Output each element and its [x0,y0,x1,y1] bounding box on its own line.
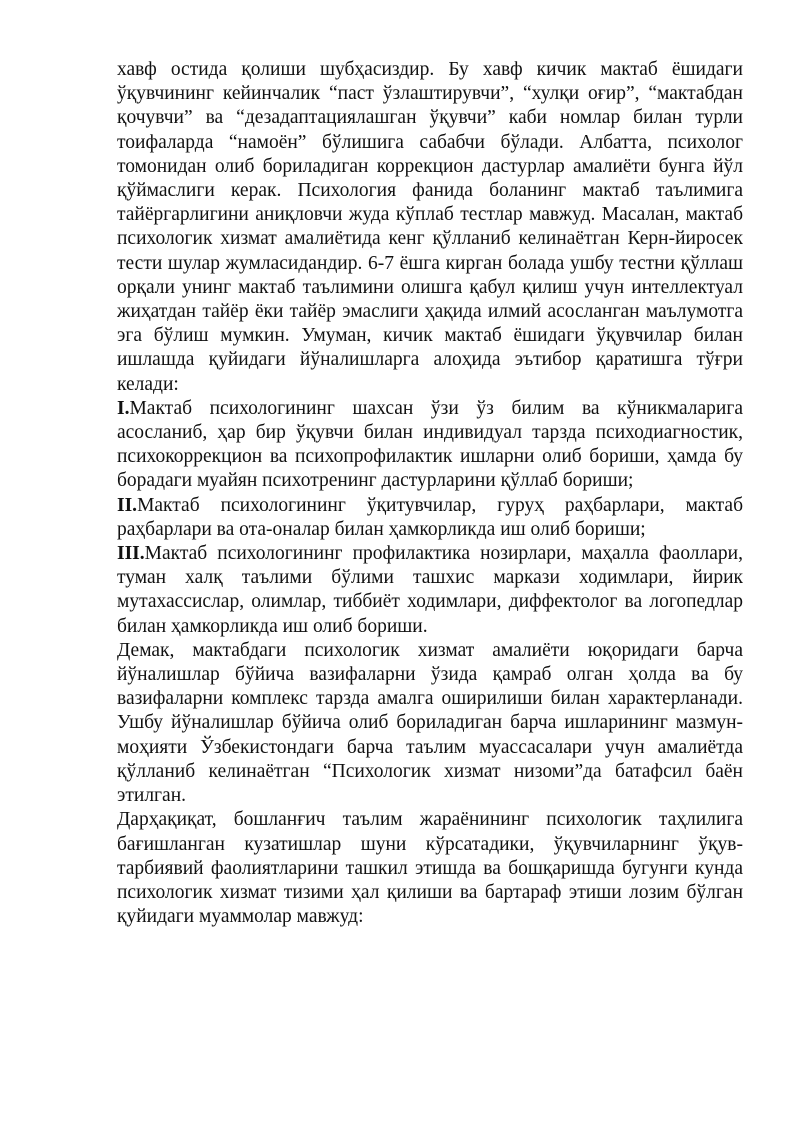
paragraph-text: Демак, мактабдаги психологик хизмат амалиёти юқоридаги барча йўналишлар бўйича вазифаларни ўзида қамраб олган ҳолда ва бу вазифаларни комплекс тарзда амалга оширилиши билан характерланади. Ушбу йўналишлар бўйича олиб бориладиган барча ишларининг мазмун-моҳияти Ўзбекистондаги барча таълим муассасалари учун амалиётда қўлланиб келинаётган “Психологик хизмат низоми”да батафсил баён этилган. [117,639,743,807]
document-page [117,58,743,929]
body-paragraph [117,808,743,929]
item-number: III. [117,543,145,565]
numbered-item [117,494,743,542]
numbered-item [117,542,743,639]
item-text: Мактаб психологининг профилактика нозирлари, маҳалла фаоллари, туман халқ таълими бўлими ташхис маркази ходимлари, йирик мутахассислар, олимлар, тиббиёт ходимлари, диффектолог ва логопедлар билан ҳамкорликда иш олиб бориши. [117,543,743,637]
item-text: Мактаб психологининг ўқитувчилар, гуруҳ раҳбарлари, мактаб раҳбарлари ва ота-оналар билан ҳамкорликда иш олиб бориши; [117,494,743,540]
item-text: Мактаб психологининг шахсан ўзи ўз билим ва кўникмаларига асосланиб, ҳар бир ўқувчи билан индивидуал тарзда психодиагностик, психокоррекцион ва психопрофилактик ишларни олиб бориши, ҳамда бу борадаги муайян психотренинг дастурларини қўллаб бориши; [117,397,743,492]
item-number: II. [117,494,138,516]
paragraph-text: Дарҳақиқат, бошланғич таълим жараёнининг психологик таҳлилига бағишланган кузатишлар шуни кўрсатадики, ўқувчиларнинг ўқув-тарбиявий фаолиятларини ташкил этишда ва бошқаришда бугунги кунда психологик хизмат тизими ҳал қилиши ва бартараф этиши лозим бўлган қуйидаги муаммолар мавжуд: [117,809,743,928]
paragraph-text: хавф остида қолиши шубҳасиздир. Бу хавф кичик мактаб ёшидаги ўқувчининг кейинчалик “паст ўзлаштирувчи”, “хулқи оғир”, “мактабдан қочувчи” ва “дезадаптациялашган ўқувчи” каби номлар билан турли тоифаларда “намоён” бўлишига сабабчи бўлади. Албатта, психолог томонидан олиб бориладиган коррекцион дастурлар амалиёти бунга йўл қўймаслиги керак. Психология фанида боланинг мактаб таълимига тайёргарлигини аниқловчи жуда кўплаб тестлар мавжуд. Масалан, мактаб психологик хизмат амалиётида кенг қўлланиб келинаётган Керн-йиросек тести шулар жумласидандир. 6-7 ёшга кирган болада ушбу тестни қўллаш орқали унинг мактаб таълимини олишга қабул қилиш учун интеллектуал жиҳатдан тайёр ёки тайёр эмаслиги ҳақида илмий асосланган маълумотга эга бўлиш мумкин. Умуман, кичик мактаб ёшидаги ўқувчилар билан ишлашда қуйидаги йўналишларга алоҳида эътибор қаратишга тўғри келади: [117,59,743,395]
numbered-item [117,397,743,494]
body-paragraph [117,639,743,808]
item-number: I. [117,397,130,419]
body-paragraph [117,58,743,397]
